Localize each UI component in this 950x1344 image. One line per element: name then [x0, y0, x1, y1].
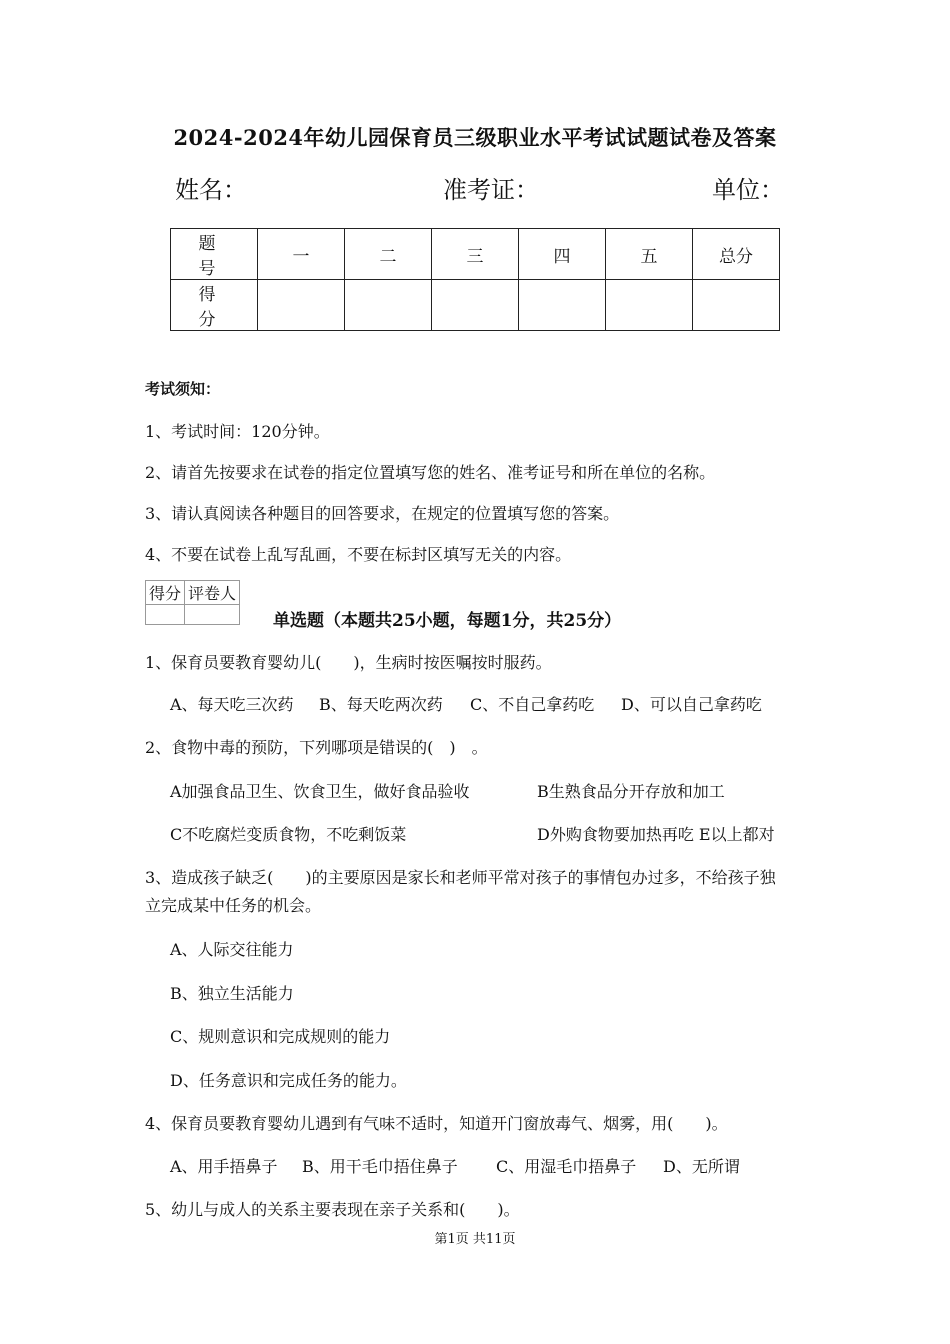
score-input-cell[interactable]	[519, 280, 606, 331]
page-title: 2024-2024年幼儿园保育员三级职业水平考试试题试卷及答案	[173, 125, 777, 150]
score-table-cell: 题 号	[171, 229, 258, 280]
score-input-cell[interactable]	[606, 280, 693, 331]
score-table-cell: 总分	[693, 229, 780, 280]
option: D、无所谓	[663, 1157, 740, 1176]
notice-heading: 考试须知：	[145, 380, 221, 398]
question-stem: 5、幼儿与成人的关系主要表现在亲子关系和( )。	[145, 1200, 520, 1219]
question-stem: 3、造成孩子缺乏( )的主要原因是家长和老师平常对孩子的事情包办过多，不给孩子独	[145, 868, 776, 887]
question-stem: 2、食物中毒的预防，下列哪项是错误的( ) 。	[145, 738, 488, 757]
score-table-cell: 五	[606, 229, 693, 280]
notice-item: 4、不要在试卷上乱写乱画，不要在标封区填写无关的内容。	[145, 545, 572, 564]
page-footer: 第1页 共11页	[434, 1232, 516, 1247]
option: D、可以自己拿药吃	[621, 695, 762, 714]
grader-box	[145, 580, 240, 625]
score-table-cell: 四	[519, 229, 606, 280]
option: A、每天吃三次药	[170, 695, 294, 714]
grader-score-label: 得分	[146, 581, 185, 605]
option: A加强食品卫生、饮食卫生，做好食品验收	[170, 782, 470, 801]
option: C、规则意识和完成规则的能力	[170, 1027, 391, 1046]
notice-item: 1、考试时间：120分钟。	[145, 422, 330, 441]
question-stem-continued: 立完成某中任务的机会。	[145, 896, 322, 915]
score-input-cell[interactable]	[345, 280, 432, 331]
section-title: 单选题（本题共25小题，每题1分，共25分）	[273, 611, 622, 631]
notice-item: 2、请首先按要求在试卷的指定位置填写您的姓名、准考证号和所在单位的名称。	[145, 463, 716, 482]
score-table-row-label: 得 分	[171, 280, 258, 331]
grader-name-label: 评卷人	[185, 581, 240, 605]
option: B、独立生活能力	[170, 984, 294, 1003]
score-table-cell: 一	[258, 229, 345, 280]
score-table-score-row	[171, 280, 780, 331]
option: D外购食物要加热再吃 E以上都对	[537, 825, 775, 844]
score-input-cell[interactable]	[432, 280, 519, 331]
unit-field-label: 单位：	[712, 176, 784, 204]
option: C不吃腐烂变质食物，不吃剩饭菜	[170, 825, 407, 844]
grader-name-cell[interactable]	[185, 605, 240, 625]
question-stem: 1、保育员要教育婴幼儿( )，生病时按医嘱按时服药。	[145, 653, 552, 672]
score-table-cell: 二	[345, 229, 432, 280]
option: B、用干毛巾捂住鼻子	[302, 1157, 458, 1176]
option: A、用手捂鼻子	[170, 1157, 278, 1176]
question-stem: 4、保育员要教育婴幼儿遇到有气味不适时，知道开门窗放毒气、烟雾，用( )。	[145, 1114, 728, 1133]
score-input-cell[interactable]	[258, 280, 345, 331]
option: D、任务意识和完成任务的能力。	[170, 1071, 407, 1090]
option: B生熟食品分开存放和加工	[537, 782, 725, 801]
option: C、不自己拿药吃	[470, 695, 595, 714]
score-table-header-row	[171, 229, 780, 280]
name-field-label: 姓名：	[175, 176, 247, 204]
notice-item: 3、请认真阅读各种题目的回答要求，在规定的位置填写您的答案。	[145, 504, 620, 523]
option: A、人际交往能力	[170, 940, 294, 959]
grader-score-cell[interactable]	[146, 605, 185, 625]
option: C、用湿毛巾捂鼻子	[496, 1157, 637, 1176]
exam-id-field-label: 准考证：	[443, 176, 539, 204]
score-table	[170, 228, 780, 331]
score-table-cell: 三	[432, 229, 519, 280]
score-input-cell[interactable]	[693, 280, 780, 331]
option: B、每天吃两次药	[319, 695, 443, 714]
